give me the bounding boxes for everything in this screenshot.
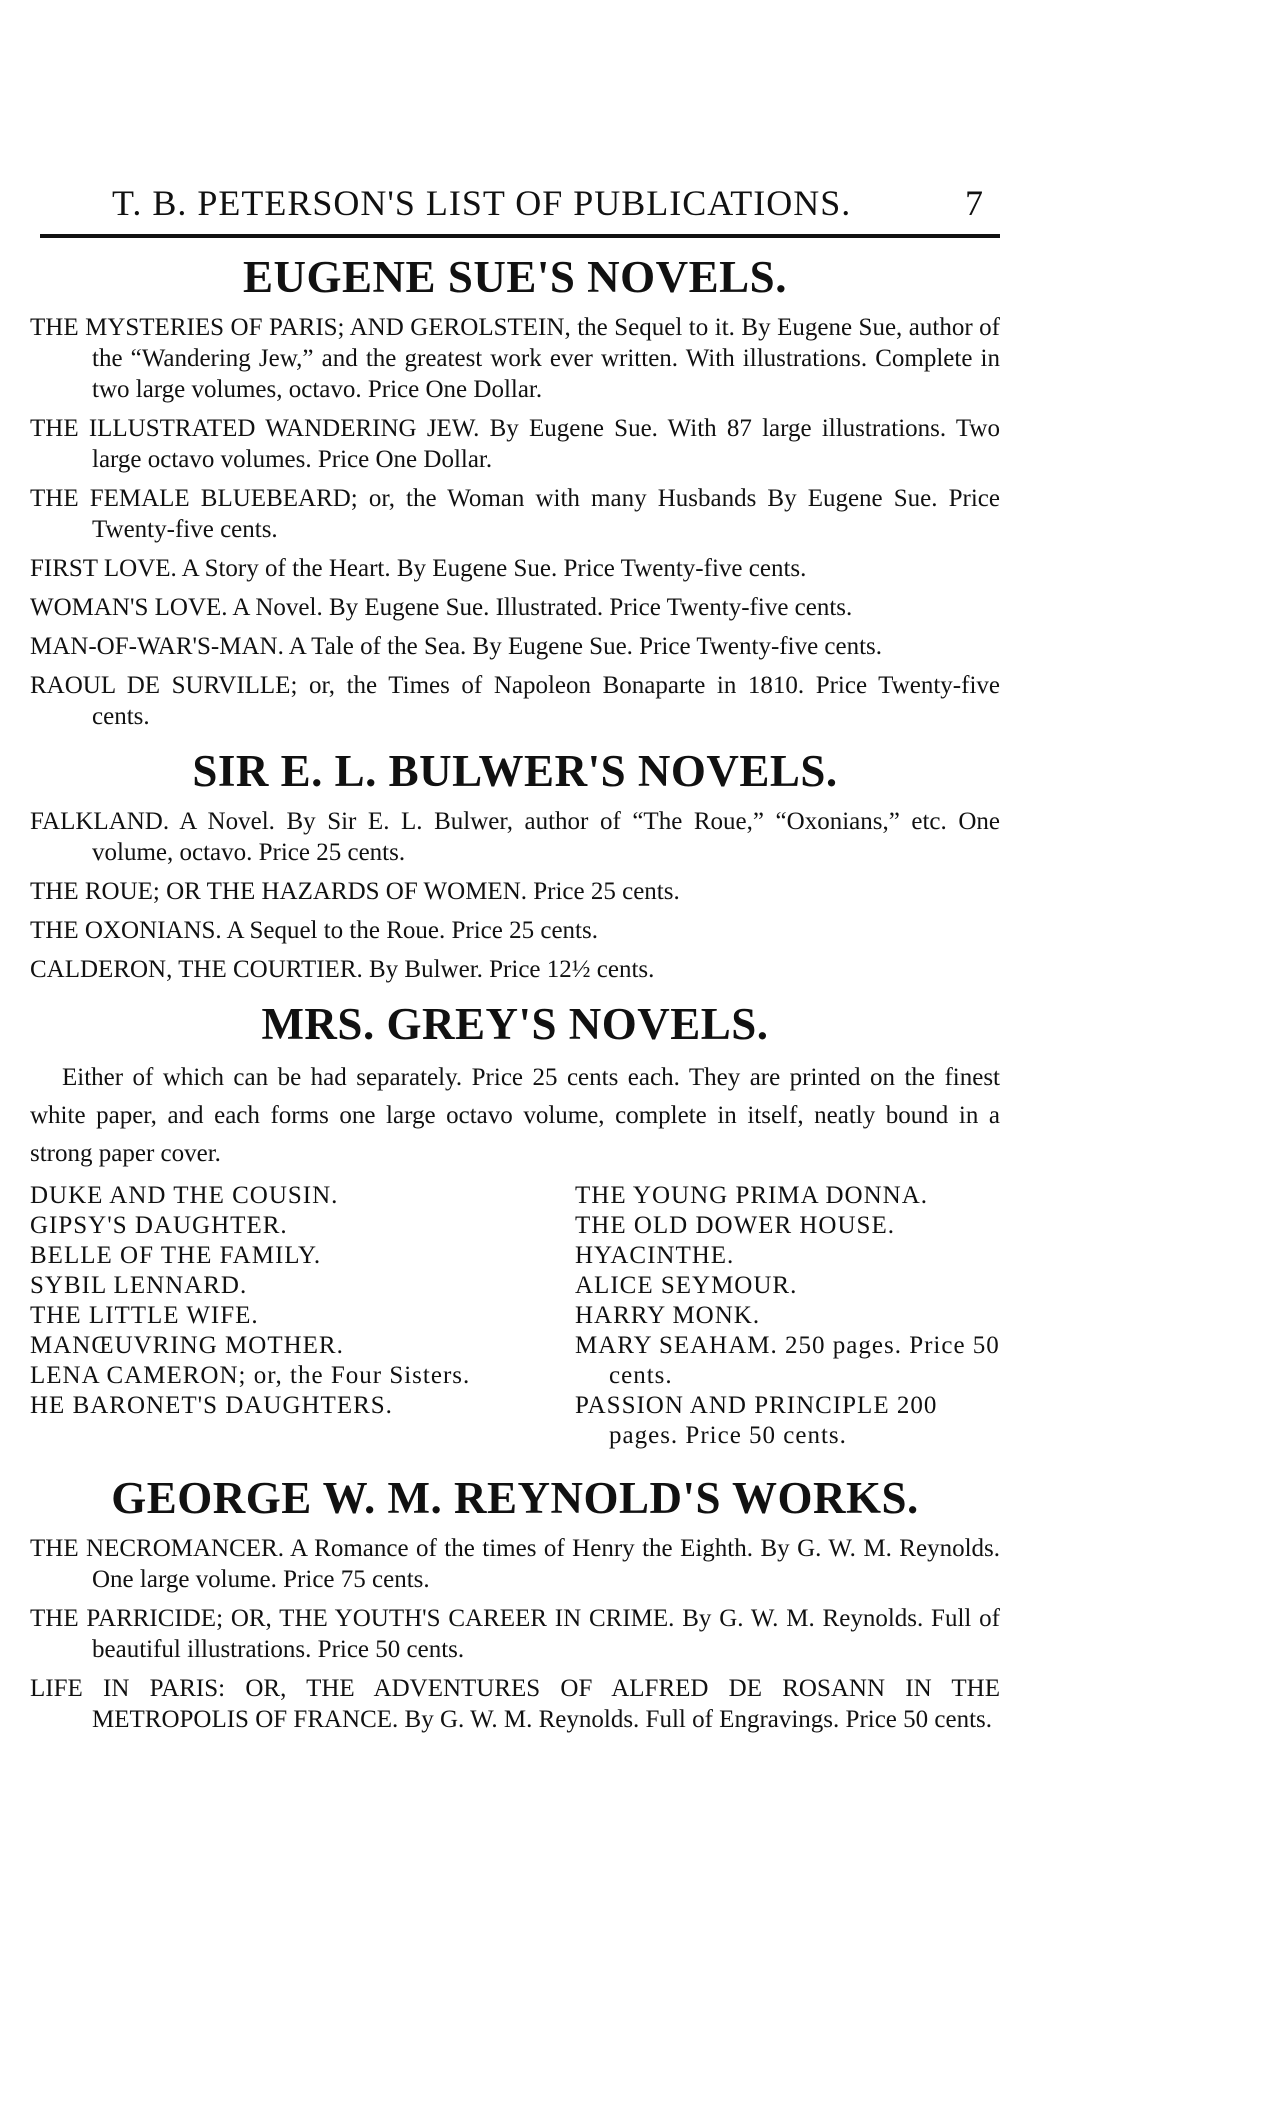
grey-title-list [30,1181,1000,1451]
grey-title: LENA CAMERON; or, the Four Sisters. [30,1362,471,1389]
grey-title: MARY SEAHAM. 250 pages. Price 50 cents. [575,1332,1000,1389]
grey-title: DUKE AND THE COUSIN. [30,1182,339,1209]
entry-reynolds-3: LIFE IN PARIS: OR, THE ADVENTURES OF ALFRED DE ROSANN IN THE METROPOLIS OF FRANCE. By G. W. M. Reynolds. Full of Engravings. Price 50 cents. [30,1675,1000,1733]
entry-bulwer-4: CALDERON, THE COURTIER. By Bulwer. Price 12½ cents. [30,956,655,983]
grey-left-column [30,1181,575,1451]
entry-sue-6: MAN-OF-WAR'S-MAN. A Tale of the Sea. By Eugene Sue. Price Twenty-five cents. [30,633,883,660]
entry-bulwer-3: THE OXONIANS. A Sequel to the Roue. Price 25 cents. [30,917,598,944]
grey-right-column [575,1181,1000,1451]
grey-title: PASSION AND PRINCIPLE 200 pages. Price 50 cents. [575,1392,938,1449]
section-heading-reynolds: GEORGE W. M. REYNOLD'S WORKS. [111,1473,919,1523]
entry-reynolds-1: THE NECROMANCER. A Romance of the times of Henry the Eighth. By G. W. M. Reynolds. One large volume. Price 75 cents. [30,1535,1000,1593]
entry-sue-3: THE FEMALE BLUEBEARD; or, the Woman with many Husbands By Eugene Sue. Price Twenty-five cents. [30,485,1000,543]
entry-reynolds-2: THE PARRICIDE; OR, THE YOUTH'S CAREER IN CRIME. By G. W. M. Reynolds. Full of beautiful illustrations. Price 50 cents. [30,1605,1000,1663]
header-rule [40,234,1000,238]
section-heading-bulwer: SIR E. L. BULWER'S NOVELS. [192,746,838,796]
grey-title: THE YOUNG PRIMA DONNA. [575,1182,929,1209]
section-heading-grey: MRS. GREY'S NOVELS. [261,999,769,1049]
running-head-title: T. B. PETERSON'S LIST OF PUBLICATIONS. [112,183,852,223]
grey-title: THE LITTLE WIFE. [30,1302,259,1329]
catalog-page [30,180,1000,1743]
entry-sue-2: THE ILLUSTRATED WANDERING JEW. By Eugene Sue. With 87 large illustrations. Two large octavo volumes. Price One Dollar. [30,415,1000,473]
entry-sue-1: THE MYSTERIES OF PARIS; AND GEROLSTEIN, the Sequel to it. By Eugene Sue, author of the “Wandering Jew,” and the greatest work ever written. With illustrations. Complete in two large volumes, octavo. Price One Dollar. [30,314,1000,403]
grey-title: BELLE OF THE FAMILY. [30,1242,322,1269]
grey-intro: Either of which can be had separately. Price 25 cents each. They are printed on the finest white paper, and each forms one large octavo volume, complete in itself, neatly bound in a strong paper cover. [30,1064,1000,1167]
grey-title: ALICE SEYMOUR. [575,1272,798,1299]
running-head [30,180,1000,226]
grey-title: HARRY MONK. [575,1302,761,1329]
grey-title: THE OLD DOWER HOUSE. [575,1212,895,1239]
entry-sue-7: RAOUL DE SURVILLE; or, the Times of Napoleon Bonaparte in 1810. Price Twenty-five cents. [30,672,1000,730]
grey-title: SYBIL LENNARD. [30,1272,248,1299]
entry-bulwer-2: THE ROUE; OR THE HAZARDS OF WOMEN. Price 25 cents. [30,878,680,905]
grey-title: MANŒUVRING MOTHER. [30,1332,344,1359]
grey-title: HE BARONET'S DAUGHTERS. [30,1392,393,1419]
grey-title: GIPSY'S DAUGHTER. [30,1212,288,1239]
section-heading-sue: EUGENE SUE'S NOVELS. [243,252,787,302]
entry-sue-5: WOMAN'S LOVE. A Novel. By Eugene Sue. Illustrated. Price Twenty-five cents. [30,594,853,621]
page-number: 7 [965,183,984,223]
entry-bulwer-1: FALKLAND. A Novel. By Sir E. L. Bulwer, author of “The Roue,” “Oxonians,” etc. One volume, octavo. Price 25 cents. [30,808,1000,866]
grey-title: HYACINTHE. [575,1242,735,1269]
entry-sue-4: FIRST LOVE. A Story of the Heart. By Eugene Sue. Price Twenty-five cents. [30,555,807,582]
